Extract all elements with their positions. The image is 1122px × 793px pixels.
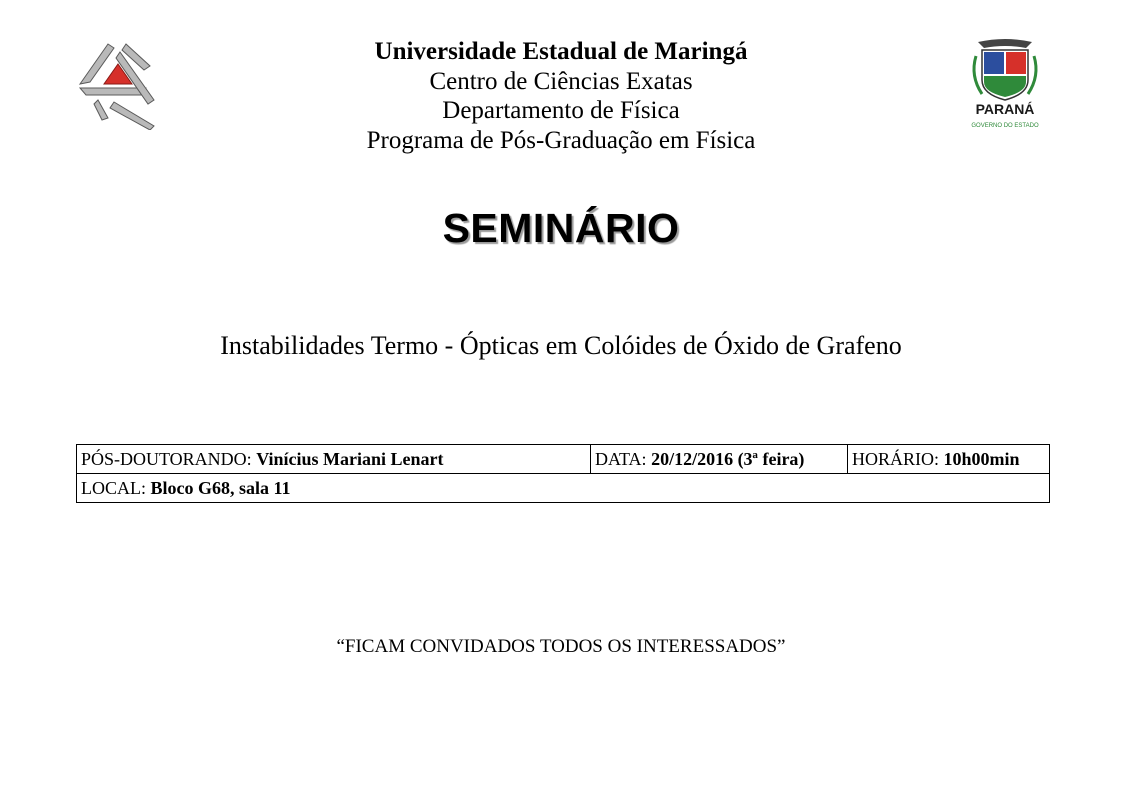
location-cell [77, 474, 1050, 503]
date-value: 20/12/2016 (3ª feira) [651, 448, 805, 469]
date-cell [591, 445, 848, 474]
page-title: SEMINÁRIO [442, 205, 680, 251]
time-cell [848, 445, 1050, 474]
seminar-topic: Instabilidades Termo - Ópticas em Colóides de Óxido de Grafeno [220, 331, 902, 360]
university-name: Universidade Estadual de Maringá [374, 38, 748, 65]
parana-logo-name: PARANÁ [975, 101, 1035, 117]
parana-logo-subtitle: GOVERNO DO ESTADO [971, 123, 1039, 129]
speaker-value: Vinícius Mariani Lenart [256, 448, 444, 469]
table-row [77, 474, 1050, 503]
invitation-text: “FICAM CONVIDADOS TODOS OS INTERESSADOS” [336, 636, 786, 657]
speaker-label: PÓS-DOUTORANDO: [81, 448, 252, 469]
institution-header [261, 37, 861, 155]
center-name: Centro de Ciências Exatas [429, 67, 693, 95]
parana-coat-of-arms-icon [960, 36, 1050, 132]
location-value: Bloco G68, sala 11 [150, 477, 291, 498]
program-name: Programa de Pós-Graduação em Física [366, 126, 756, 154]
time-label: HORÁRIO: [852, 448, 940, 469]
time-value: 10h00min [943, 448, 1020, 469]
department-name: Departamento de Física [442, 97, 680, 124]
uem-logo-icon [78, 42, 160, 130]
speaker-cell [77, 445, 591, 474]
date-label: DATA: [595, 448, 647, 469]
table-row [77, 445, 1050, 474]
seminar-info-table [76, 444, 1050, 503]
location-label: LOCAL: [81, 477, 146, 498]
